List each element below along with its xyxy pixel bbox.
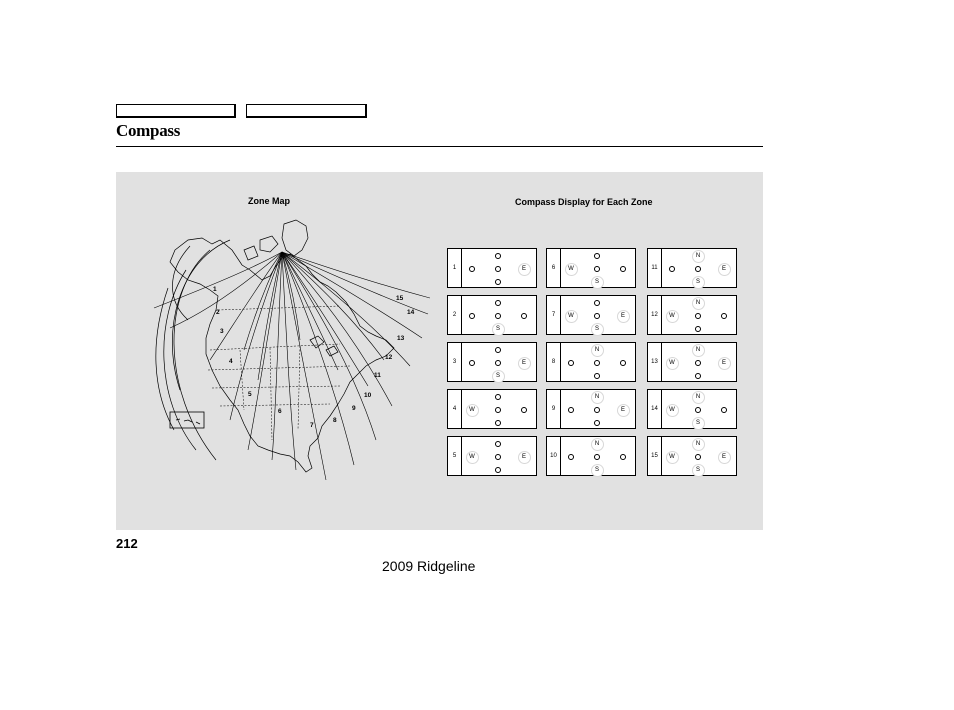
west-point: W <box>667 358 678 369</box>
compass-display <box>461 389 537 429</box>
zone-cell <box>546 248 636 288</box>
header-tab-2 <box>246 104 367 118</box>
zone-number: 2 <box>447 295 461 335</box>
center-point <box>592 311 603 322</box>
center-point <box>493 405 504 416</box>
west-point: W <box>467 452 478 463</box>
zone-cell <box>447 248 537 288</box>
great-lakes <box>310 336 338 356</box>
compass-display-grid <box>447 248 737 478</box>
east-point <box>519 311 530 322</box>
east-point: E <box>519 264 530 275</box>
compass-display <box>560 389 636 429</box>
south-point: S <box>493 371 504 382</box>
zone-label: 1 <box>213 286 217 293</box>
zone-number: 5 <box>447 436 461 476</box>
zone-cell <box>647 389 737 429</box>
compass-display <box>461 436 537 476</box>
zone-cell <box>447 295 537 335</box>
compass-display <box>560 295 636 335</box>
west-point: W <box>467 405 478 416</box>
east-point <box>618 358 629 369</box>
west-point <box>566 452 577 463</box>
east-point <box>719 405 730 416</box>
north-point <box>493 439 504 450</box>
north-point <box>493 298 504 309</box>
zone-cell <box>647 436 737 476</box>
north-point: N <box>693 439 704 450</box>
continent-outline <box>170 238 394 472</box>
north-point: N <box>693 251 704 262</box>
zone-map-title: Zone Map <box>248 196 290 206</box>
center-point <box>592 264 603 275</box>
zone-number: 7 <box>546 295 560 335</box>
east-point: E <box>618 405 629 416</box>
east-point <box>719 311 730 322</box>
compass-display <box>461 295 537 335</box>
west-point: W <box>667 311 678 322</box>
compass-display <box>461 248 537 288</box>
zone-label: 7 <box>310 422 314 429</box>
compass-display <box>661 248 737 288</box>
zone-number: 8 <box>546 342 560 382</box>
compass-display <box>661 436 737 476</box>
zone-label: 8 <box>333 417 337 424</box>
zone-label: 13 <box>397 335 405 342</box>
center-point <box>493 358 504 369</box>
zone-number: 11 <box>647 248 661 288</box>
north-point <box>493 392 504 403</box>
zone-number: 12 <box>647 295 661 335</box>
west-point <box>566 358 577 369</box>
south-point <box>493 465 504 476</box>
center-point <box>592 358 603 369</box>
zone-cell <box>447 436 537 476</box>
east-point: E <box>719 358 730 369</box>
zone-cell <box>447 389 537 429</box>
zone-label: 11 <box>374 372 381 379</box>
zone-label: 9 <box>352 405 356 412</box>
south-point: S <box>493 324 504 335</box>
compass-display <box>661 295 737 335</box>
east-point <box>519 405 530 416</box>
zone-cell <box>647 295 737 335</box>
header-tab-1 <box>116 104 236 118</box>
south-point: S <box>592 324 603 335</box>
south-point: S <box>592 277 603 288</box>
zone-number: 9 <box>546 389 560 429</box>
zone-number: 13 <box>647 342 661 382</box>
east-point: E <box>618 311 629 322</box>
title-rule <box>116 146 763 147</box>
south-point <box>693 371 704 382</box>
south-point <box>493 418 504 429</box>
center-point <box>693 358 704 369</box>
south-point <box>592 418 603 429</box>
north-point: N <box>592 439 603 450</box>
zone-label: 4 <box>229 358 233 365</box>
south-point: S <box>693 465 704 476</box>
west-point <box>467 358 478 369</box>
compass-display-title: Compass Display for Each Zone <box>515 197 653 207</box>
center-point <box>592 405 603 416</box>
west-point <box>667 264 678 275</box>
zone-cell <box>546 295 636 335</box>
zone-cell <box>447 342 537 382</box>
south-point <box>693 324 704 335</box>
compass-display <box>661 389 737 429</box>
east-point <box>618 264 629 275</box>
greenland-outline <box>282 220 308 256</box>
zone-cell <box>546 342 636 382</box>
zone-cell <box>546 389 636 429</box>
zone-label: 5 <box>248 391 252 398</box>
east-point: E <box>719 452 730 463</box>
north-point: N <box>693 345 704 356</box>
zone-cell <box>647 342 737 382</box>
west-point: W <box>566 311 577 322</box>
center-point <box>693 264 704 275</box>
zone-number: 4 <box>447 389 461 429</box>
compass-display <box>560 248 636 288</box>
zone-number: 6 <box>546 248 560 288</box>
south-point <box>592 371 603 382</box>
compass-display <box>661 342 737 382</box>
east-point: E <box>519 452 530 463</box>
south-point: S <box>693 418 704 429</box>
east-point: E <box>719 264 730 275</box>
page-title: Compass <box>116 121 181 140</box>
center-point <box>493 311 504 322</box>
east-point: E <box>519 358 530 369</box>
zone-label: 14 <box>407 309 415 316</box>
center-point <box>592 452 603 463</box>
east-point <box>618 452 629 463</box>
north-point: N <box>592 392 603 403</box>
west-point: W <box>667 405 678 416</box>
north-point <box>493 345 504 356</box>
zone-cell <box>546 436 636 476</box>
west-point <box>467 264 478 275</box>
zone-label: 6 <box>278 408 282 415</box>
north-point <box>493 251 504 262</box>
south-point: S <box>693 277 704 288</box>
north-point: N <box>592 345 603 356</box>
west-point <box>566 405 577 416</box>
zone-label: 15 <box>396 295 404 302</box>
zone-number: 10 <box>546 436 560 476</box>
zone-map <box>140 210 430 510</box>
north-point: N <box>693 392 704 403</box>
compass-display <box>461 342 537 382</box>
zone-label: 3 <box>220 328 224 335</box>
west-point <box>467 311 478 322</box>
north-point: N <box>693 298 704 309</box>
north-point <box>592 251 603 262</box>
zone-number: 3 <box>447 342 461 382</box>
page-number: 212 <box>116 536 138 551</box>
compass-display <box>560 436 636 476</box>
zone-label: 2 <box>216 309 220 316</box>
zone-number: 14 <box>647 389 661 429</box>
center-point <box>493 264 504 275</box>
zone-label: 12 <box>385 354 393 361</box>
zone-number: 15 <box>647 436 661 476</box>
center-point <box>693 311 704 322</box>
footer-model: 2009 Ridgeline <box>382 558 476 574</box>
zone-label: 10 <box>364 392 372 399</box>
west-point: W <box>667 452 678 463</box>
center-point <box>493 452 504 463</box>
south-point <box>493 277 504 288</box>
compass-display <box>560 342 636 382</box>
south-point: S <box>592 465 603 476</box>
island-outline <box>244 246 258 260</box>
zone-number: 1 <box>447 248 461 288</box>
zone-cell <box>647 248 737 288</box>
center-point <box>693 452 704 463</box>
center-point <box>693 405 704 416</box>
island-outline <box>260 236 278 252</box>
west-point: W <box>566 264 577 275</box>
north-point <box>592 298 603 309</box>
